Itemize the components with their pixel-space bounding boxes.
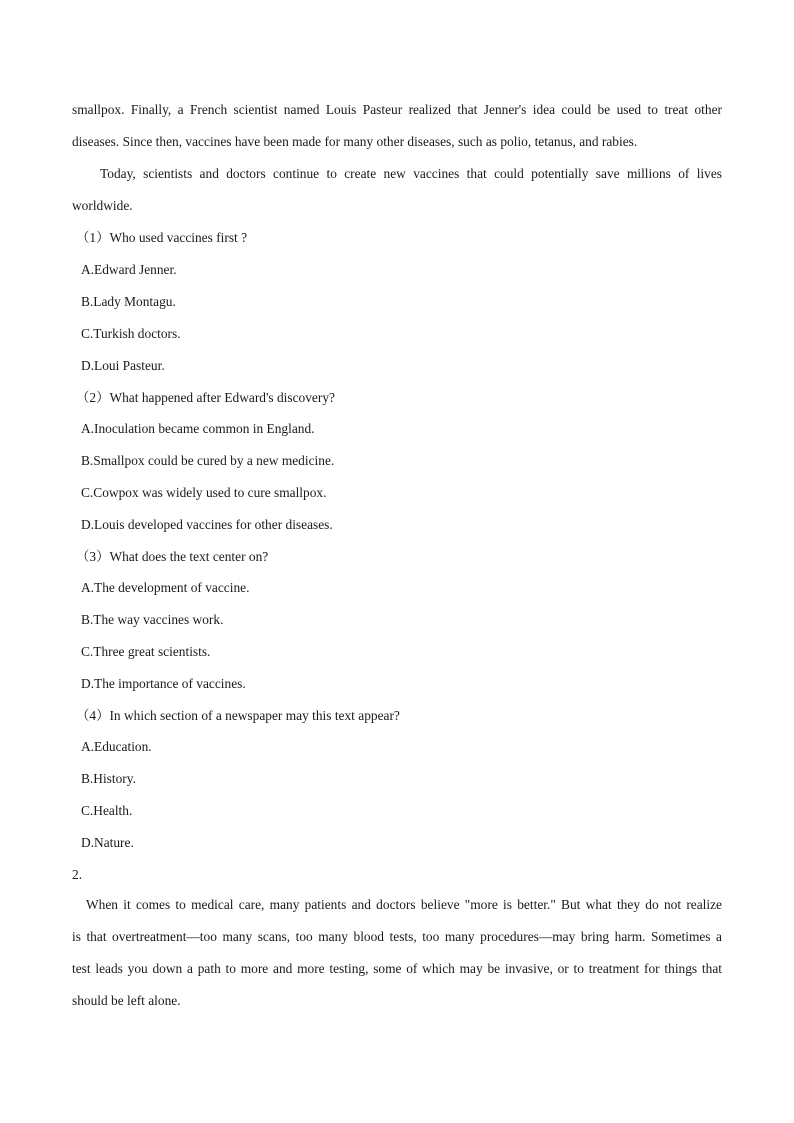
question-stem: （1）Who used vaccines first ? <box>76 230 248 245</box>
answer-option[interactable]: A.Inoculation became common in England. <box>81 421 315 436</box>
question-stem: （3）What does the text center on? <box>76 549 269 564</box>
answer-option[interactable]: B.History. <box>81 771 136 786</box>
answer-option[interactable]: D.Louis developed vaccines for other diseases. <box>81 517 333 532</box>
answer-option[interactable]: B.Smallpox could be cured by a new medicine. <box>81 453 335 468</box>
passage-paragraph <box>72 889 722 1017</box>
answer-option[interactable]: A.Education. <box>81 739 152 754</box>
answer-option[interactable]: B.Lady Montagu. <box>81 294 176 309</box>
text-line: smallpox. Finally, a French scientist named Louis Pasteur realized that Jenner's idea could be used to treat other <box>72 102 722 117</box>
text-line: test leads you down a path to more and more testing, some of which may be invasive, or to treatment for things that <box>72 961 722 976</box>
question-stem: （4）In which section of a newspaper may this text appear? <box>76 708 400 723</box>
answer-option[interactable]: D.Nature. <box>81 835 134 850</box>
text-line: should be left alone. <box>72 993 181 1008</box>
answer-option[interactable]: C.Health. <box>81 803 133 818</box>
passage-paragraph <box>72 158 722 222</box>
answer-option[interactable]: D.Loui Pasteur. <box>81 358 165 373</box>
text-line: When it comes to medical care, many patients and doctors believe "more is better." But what they do not realize <box>86 897 722 912</box>
text-line: worldwide. <box>72 198 133 213</box>
text-line: Today, scientists and doctors continue to create new vaccines that could potentially save millions of lives <box>100 166 722 181</box>
passage-paragraph <box>72 94 722 158</box>
answer-option[interactable]: C.Three great scientists. <box>81 644 211 659</box>
answer-option[interactable]: A.Edward Jenner. <box>81 262 177 277</box>
answer-option[interactable]: C.Cowpox was widely used to cure smallpox. <box>81 485 327 500</box>
text-line: is that overtreatment—too many scans, too many blood tests, too many procedures—may bring harm. Sometimes a <box>72 929 722 944</box>
answer-option[interactable]: A.The development of vaccine. <box>81 580 250 595</box>
section-number: 2. <box>72 867 83 882</box>
answer-option[interactable]: C.Turkish doctors. <box>81 326 181 341</box>
question-stem: （2）What happened after Edward's discovery? <box>76 390 335 405</box>
answer-option[interactable]: B.The way vaccines work. <box>81 612 224 627</box>
text-line: diseases. Since then, vaccines have been made for many other diseases, such as polio, tetanus, and rabies. <box>72 134 638 149</box>
answer-option[interactable]: D.The importance of vaccines. <box>81 676 246 691</box>
